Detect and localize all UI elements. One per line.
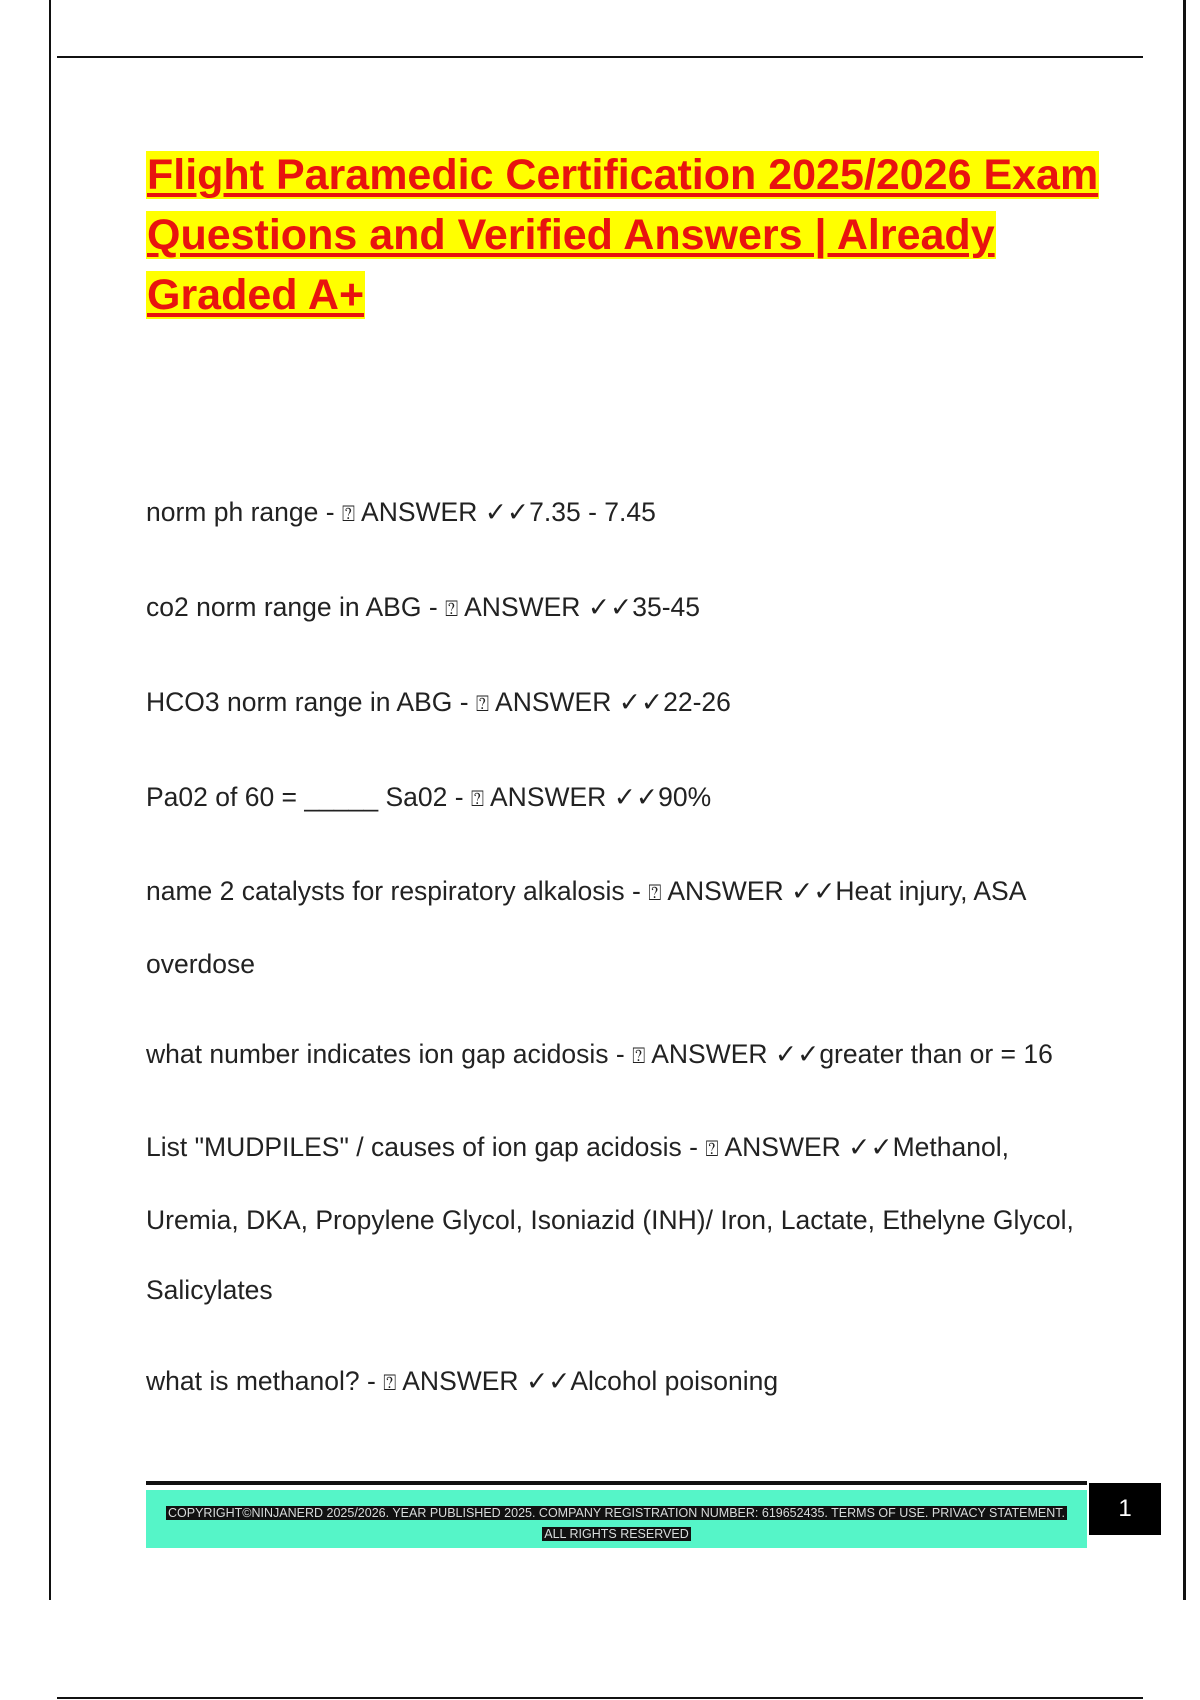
bottom-rule: [57, 1697, 1143, 1699]
qa-item: what is methanol? - ⍰ ANSWER ✓✓Alcohol poisoning: [146, 1366, 779, 1397]
qa-item: co2 norm range in ABG - ⍰ ANSWER ✓✓35-45: [146, 592, 701, 623]
footer-rule: [146, 1481, 1087, 1485]
page-number: 1: [1089, 1483, 1161, 1535]
placeholder-box-icon: ⍰: [341, 502, 356, 527]
document-title: Flight Paramedic Certification 2025/2026 Exam Questions and Verified Answers | Already Graded A+: [147, 151, 1099, 319]
double-check-icon: ✓✓: [484, 497, 530, 528]
placeholder-box-icon: ⍰: [470, 787, 485, 812]
top-rule: [57, 56, 1143, 58]
qa-list: [146, 476, 1106, 1440]
double-check-icon: ✓✓: [525, 1366, 571, 1397]
double-check-icon: ✓✓: [848, 1132, 893, 1163]
double-check-icon: ✓✓: [774, 1039, 820, 1070]
left-border-line: [49, 0, 51, 1600]
placeholder-box-icon: ⍰: [445, 597, 459, 622]
placeholder-box-icon: ⍰: [475, 692, 490, 717]
double-check-icon: ✓✓: [791, 876, 836, 907]
qa-item: Pa02 of 60 = _____ Sa02 - ⍰ ANSWER ✓✓90%: [146, 782, 712, 813]
double-check-icon: ✓✓: [587, 592, 633, 623]
placeholder-box-icon: ⍰: [648, 881, 662, 906]
qa-item: HCO3 norm range in ABG - ⍰ ANSWER ✓✓22-26: [146, 687, 731, 718]
copyright-text: COPYRIGHT©NINJANERD 2025/2026. YEAR PUBLISHED 2025. COMPANY REGISTRATION NUMBER: 619652435. TERMS OF USE. PRIVACY STATEMENT. ALL RIGHTS RESERVED: [168, 1506, 1065, 1541]
qa-item: name 2 catalysts for respiratory alkalosis - ⍰ ANSWER ✓✓Heat injury, ASA overdose: [146, 876, 1025, 979]
right-border-line: [1183, 0, 1186, 1600]
qa-item: norm ph range - ⍰ ANSWER ✓✓7.35 - 7.45: [146, 497, 656, 528]
placeholder-box-icon: ⍰: [705, 1137, 719, 1162]
placeholder-box-icon: ⍰: [632, 1044, 646, 1069]
double-check-icon: ✓✓: [618, 687, 664, 718]
qa-item: List "MUDPILES" / causes of ion gap acidosis - ⍰ ANSWER ✓✓Methanol, Uremia, DKA, Propylene Glycol, Isoniazid (INH)/ Iron, Lactate, Ethelyne Glycol, Salicylates: [146, 1132, 1074, 1305]
placeholder-box-icon: ⍰: [383, 1371, 397, 1396]
qa-item: what number indicates ion gap acidosis - ⍰ ANSWER ✓✓greater than or = 16: [146, 1039, 1053, 1070]
copyright-footer: [146, 1490, 1087, 1548]
double-check-icon: ✓✓: [613, 782, 659, 813]
